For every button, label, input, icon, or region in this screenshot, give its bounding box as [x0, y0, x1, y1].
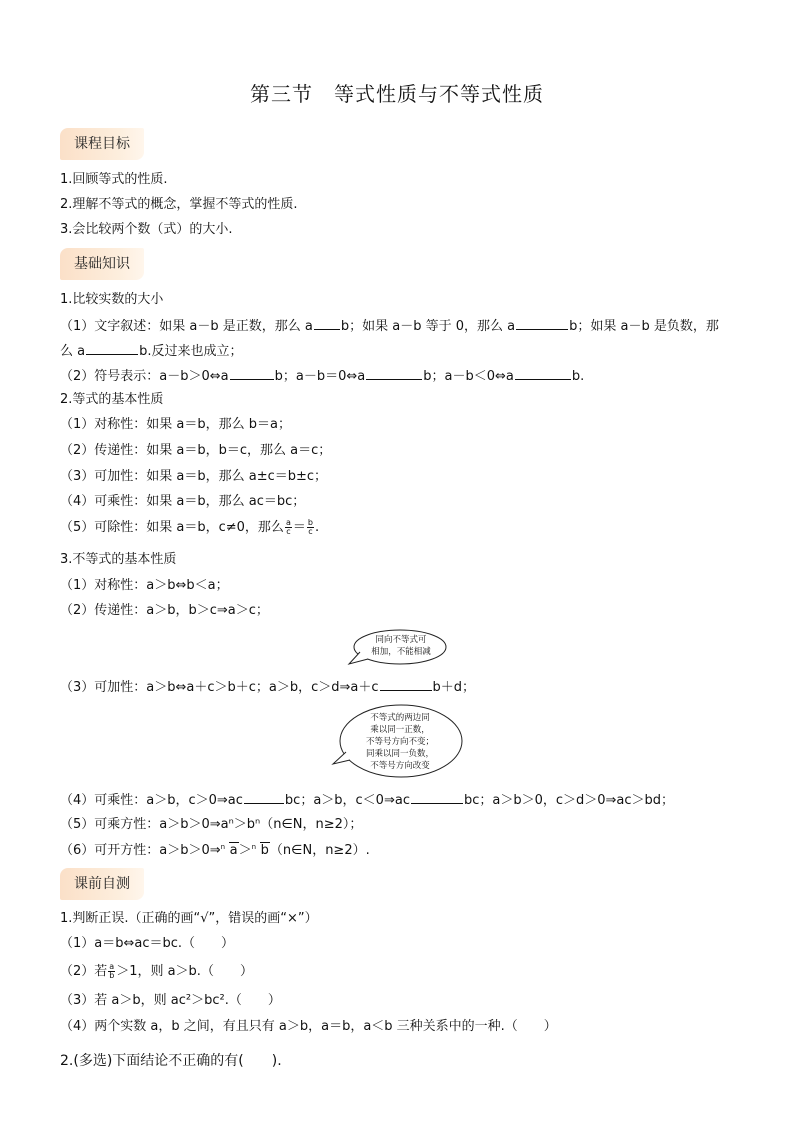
fill-blank [366, 366, 422, 380]
compare-line-1: （1）文字叙述：如果 a－b 是正数，那么 a b；如果 a－b 等于 0，那么 a b；如果 a－b 是负数，那 [60, 316, 719, 336]
fill-blank [86, 341, 138, 355]
section-tag-pretest: 课前自测 [60, 868, 144, 900]
fill-blank [380, 677, 432, 691]
equality-heading: 2.等式的基本性质 [60, 392, 164, 407]
pretest-item-1: （1）a＝b⇔ac＝bc.（ ） [60, 936, 235, 951]
inequality-item-6: （6）可开方性：a＞b＞0⇒ n a＞ n b（n∈N，n≥2）. [60, 843, 370, 858]
goal-item-3: 3.会比较两个数（式）的大小. [60, 222, 233, 237]
inequality-heading: 3.不等式的基本性质 [60, 552, 177, 567]
bubble-2-text: 不等式的两边同 乘以同一正数， 不等号方向不变； 同乘以同一负数， 不等号方向改变 [365, 713, 434, 771]
goal-item-1: 1.回顾等式的性质. [60, 172, 168, 187]
pretest-question-2: 2.(多选)下面结论不正确的有( ). [60, 1053, 282, 1069]
equality-item-5: （5）可除性：如果 a＝b，c≠0，那么 $\frac{a}{c}$ ＝ $\frac{b}{c}$ . [60, 518, 320, 536]
section-tag-basic: 基础知识 [60, 248, 144, 280]
nth-root-b: n b [251, 843, 269, 858]
equality-item-3: （3）可加性：如果 a＝b，那么 a±c＝b±c； [60, 469, 328, 484]
inequality-item-1: （1）对称性：a＞b⇔b＜a； [60, 578, 229, 593]
fill-blank [411, 790, 463, 804]
pretest-item-3: （3）若 a＞b，则 ac²＞bc².（ ） [60, 993, 281, 1008]
inequality-item-5: （5）可乘方性：a＞b＞0⇒aⁿ＞bⁿ（n∈N，n≥2）； [60, 817, 363, 832]
nth-root-a: n a [220, 843, 238, 858]
compare-heading: 1.比较实数的大小 [60, 292, 164, 307]
fill-blank [314, 316, 340, 330]
inequality-item-3: （3）可加性：a＞b⇔a＋c＞b＋c；a＞b，c＞d⇒a＋c b＋d； [60, 677, 475, 697]
inequality-item-2: （2）传递性：a＞b，b＞c⇒a＞c； [60, 603, 269, 618]
compare-line-2: 么 a b.反过来也成立； [60, 341, 243, 361]
fill-blank [244, 790, 284, 804]
fraction-b-over-c: $\frac{b}{c}$ [307, 518, 313, 536]
pretest-item-2: （2）若 $\frac{a}{b}$ ＞1，则 a＞b.（ ） [60, 962, 253, 980]
fill-blank [230, 366, 274, 380]
equality-item-1: （1）对称性：如果 a＝b，那么 b＝a； [60, 417, 291, 432]
fraction-a-over-c: $\frac{a}{c}$ [285, 518, 291, 536]
pretest-item-4: （4）两个实数 a，b 之间，有且只有 a＞b，a＝b，a＜b 三种关系中的一种.（ ） [60, 1019, 557, 1034]
section-tag-goal: 课程目标 [60, 128, 144, 160]
page-title: 第三节 等式性质与不等式性质 [250, 82, 544, 106]
equality-item-2: （2）传递性：如果 a＝b，b＝c，那么 a＝c； [60, 443, 332, 458]
compare-line-3: （2）符号表示：a－b＞0⇔a b；a－b＝0⇔a b；a－b＜0⇔a b. [60, 366, 584, 386]
equality-item-4: （4）可乘性：如果 a＝b，那么 ac＝bc； [60, 494, 306, 509]
inequality-item-4: （4）可乘性：a＞b，c＞0⇒ac bc；a＞b，c＜0⇒ac bc；a＞b＞0，c＞d＞0⇒ac＞bd； [60, 790, 674, 810]
fraction-a-over-b: $\frac{a}{b}$ [109, 962, 115, 980]
fill-blank [515, 366, 571, 380]
pretest-question-1: 1.判断正误.（正确的画“√”，错误的画“×”） [60, 911, 318, 926]
goal-item-2: 2.理解不等式的概念，掌握不等式的性质. [60, 197, 298, 212]
fill-blank [516, 316, 568, 330]
bubble-1-text: 同向不等式可 相加，不能相减 [371, 635, 431, 657]
